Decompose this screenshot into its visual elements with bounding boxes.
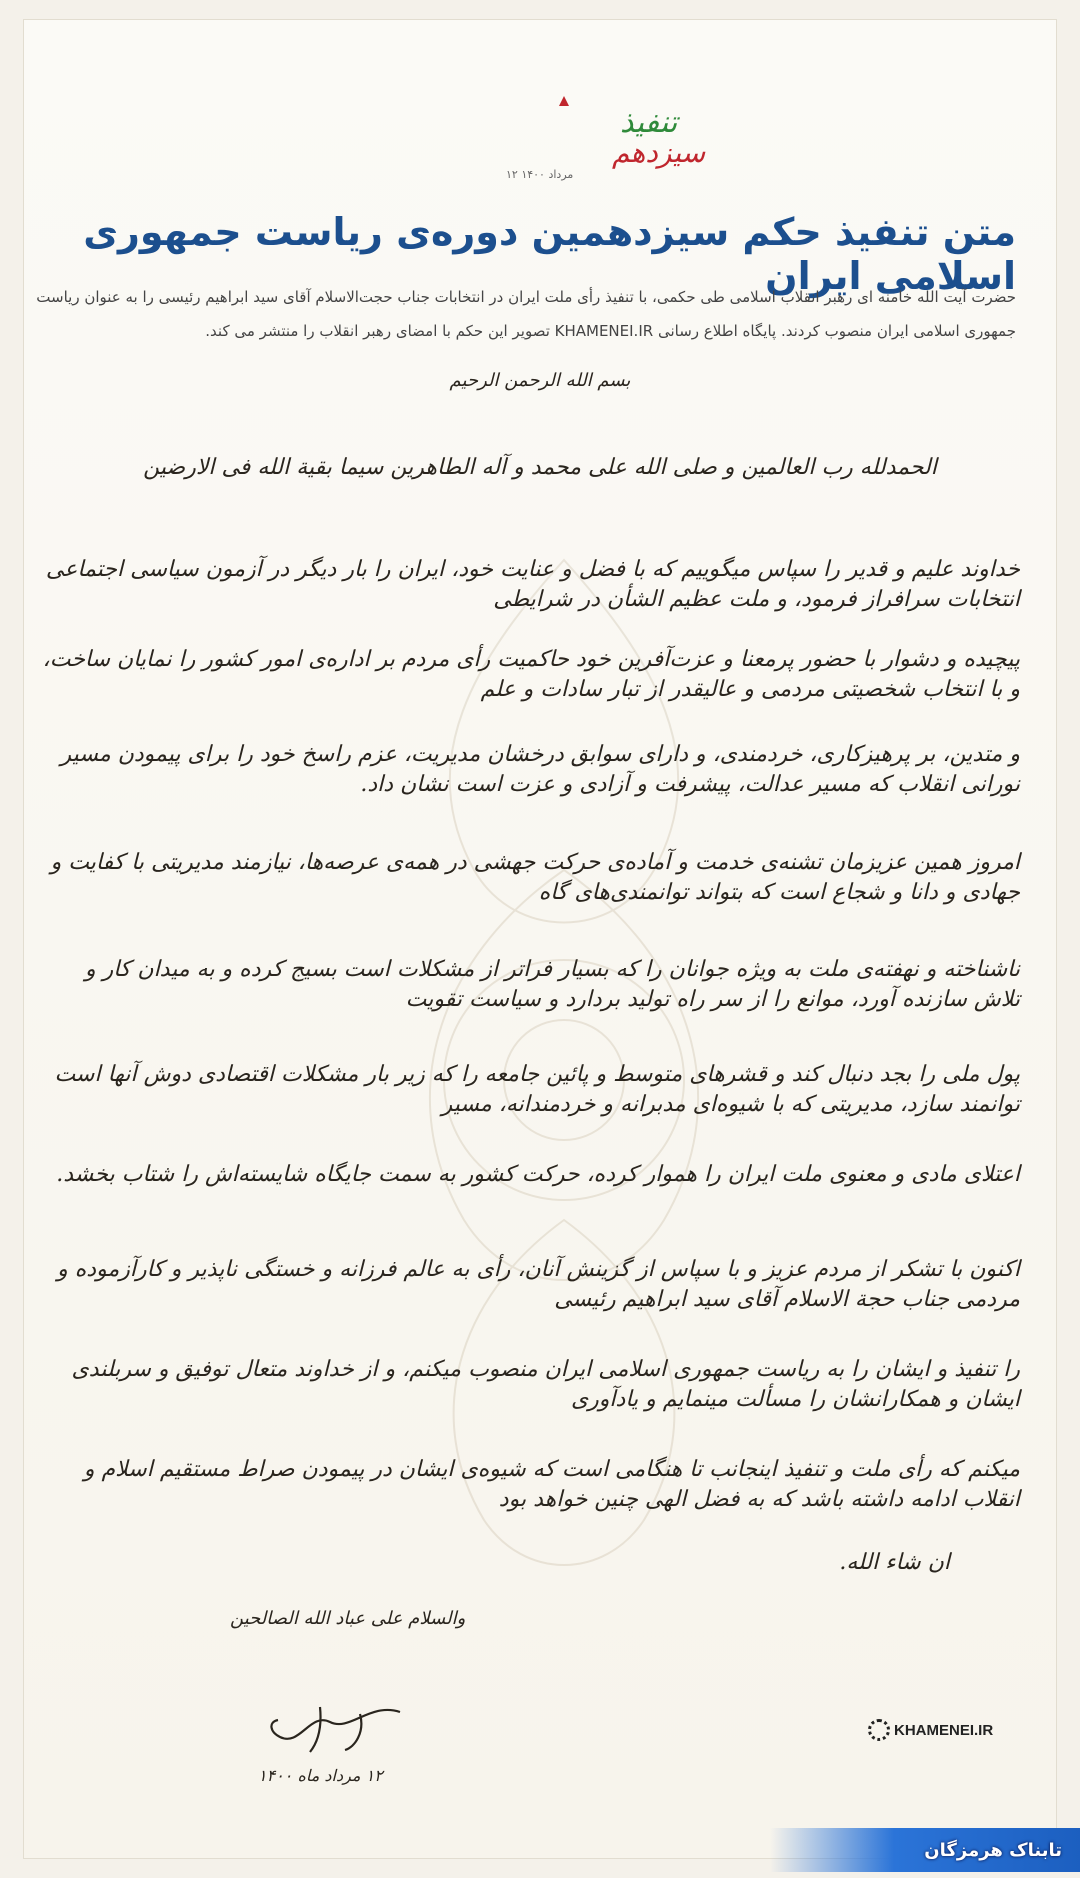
letter-line: را تنفیذ و ایشان را به ریاست جمهوری اسلامی ایران منصوب میکنم، و از خداوند متعال توفیق و سربلندی ایشان و همکارانشان را مسألت مینمایم و یادآوری	[71, 1357, 1020, 1412]
closing-salutation: والسلام علی عباد الله الصالحین	[230, 1608, 466, 1629]
letter-line: و متدین، بر پرهیزکاری، خردمندی، و دارای سوابق درخشان مدیریت، عزم راسخ خود را برای پیمودن مسیر نورانی انقلاب که مسیر عدالت، پیشرفت و آزادی و عزت است نشان داد.	[60, 742, 1020, 797]
praise-line: الحمدلله رب العالمین و صلی الله علی محمد و آله الطاهرین سیما بقیة الله فی الارضین	[143, 455, 937, 480]
logo-title-line2: سیزدهم	[612, 136, 706, 169]
watermark-banner	[770, 1828, 1080, 1872]
document-page	[24, 20, 1056, 1858]
inauguration-logo	[494, 90, 706, 190]
signature-graphic	[260, 1692, 410, 1762]
page-title: متن تنفیذ حکم سیزدهمین دوره‌ی ریاست جمهوری اسلامی ایران	[83, 210, 1016, 298]
letter-line: امروز همین عزیزمان تشنه‌ی خدمت و آماده‌ی حرکت جهشی در همه‌ی عرصه‌ها، نیازمند مدیریتی با کفایت و جهادی و دانا و شجاع است که بتواند توانمندی‌های گاه	[50, 850, 1020, 905]
khamenei-logo	[868, 1715, 993, 1745]
logo-graphic	[494, 90, 706, 170]
letter-line: اکنون با تشکر از مردم عزیز و با سپاس از گزینش آنان، رأی به عالم فرزانه و خستگی ناپذیر و کارآزموده و مردمی جناب حجة الاسلام آقای سید ابراهیم رئیسی	[57, 1257, 1020, 1312]
site-name: KHAMENEI.IR	[894, 1721, 994, 1739]
letter-line: پیچیده و دشوار با حضور پرمعنا و عزت‌آفرین خود حاکمیت رأی مردم بر اداره‌ی امور کشور را نمایان ساخت، و با انتخاب شخصیتی مردمی و عالیقدر از تبار سادات و علم	[42, 647, 1020, 702]
intro-text: حضرت آیت الله خامنه ای رهبر انقلاب اسلامی طی حکمی، با تنفیذ رأی ملت ایران در انتخابات جناب حجت‌الاسلام آقای سید ابراهیم رئیسی را به عنوان رياست جمهوری اسلامی ایران منصوب کردند. پایگاه اطلاع رسانی KHAMENEI.IR تصویر این حکم با امضای رهبر انقلاب را منتشر می کند.	[36, 288, 1016, 340]
letter-line: خداوند علیم و قدیر را سپاس میگوییم که با فضل و عنایت خود، ایران را بار دیگر در آزمون سیاسی اجتماعی انتخابات سرافراز فرمود، و ملت عظیم الشأن در شرایطی	[45, 557, 1020, 612]
letter-line: ان شاء الله.	[839, 1550, 950, 1575]
letter-line: ناشناخته و نهفته‌ی ملت به ویژه جوانان را که بسیار فراتر از مشکلات است بسیج کرده و به میدان کار و تلاش سازنده آورد، موانع را از سر راه تولید بردارد و سیاست تقویت	[85, 957, 1020, 1012]
site-logo-icon	[868, 1719, 890, 1741]
bismillah: بسم الله الرحمن الرحیم	[449, 370, 631, 391]
logo-title-line1: تنفیذ	[620, 105, 678, 140]
letter-line: پول ملی را بجد دنبال کند و قشرهای متوسط و پائین جامعه را که زیر بار مشکلات اقتصادی دوش آنها است توانمند سازد، مدیریتی که با شیوه‌ای مدبرانه و خردمندانه، مسیر	[54, 1062, 1020, 1117]
watermark-text: تابناک هرمزگان	[924, 1839, 1062, 1861]
emblem-icon	[559, 96, 569, 106]
signature-date: ۱۲ مرداد ماه ۱۴۰۰	[258, 1766, 383, 1785]
letter-line: اعتلای مادی و معنوی ملت ایران را هموار کرده، حرکت کشور به سمت جایگاه شایسته‌اش را شتاب بخشد.	[56, 1162, 1020, 1187]
logo-date: ۱۲ مرداد ۱۴۰۰	[506, 168, 574, 181]
letter-line: میکنم که رأی ملت و تنفیذ اینجانب تا هنگامی است که شیوه‌ی ایشان در پیمودن صراط مستقیم اسلام و انقلاب ادامه داشته باشد که به فضل الهی چنین خواهد بود	[83, 1457, 1020, 1512]
